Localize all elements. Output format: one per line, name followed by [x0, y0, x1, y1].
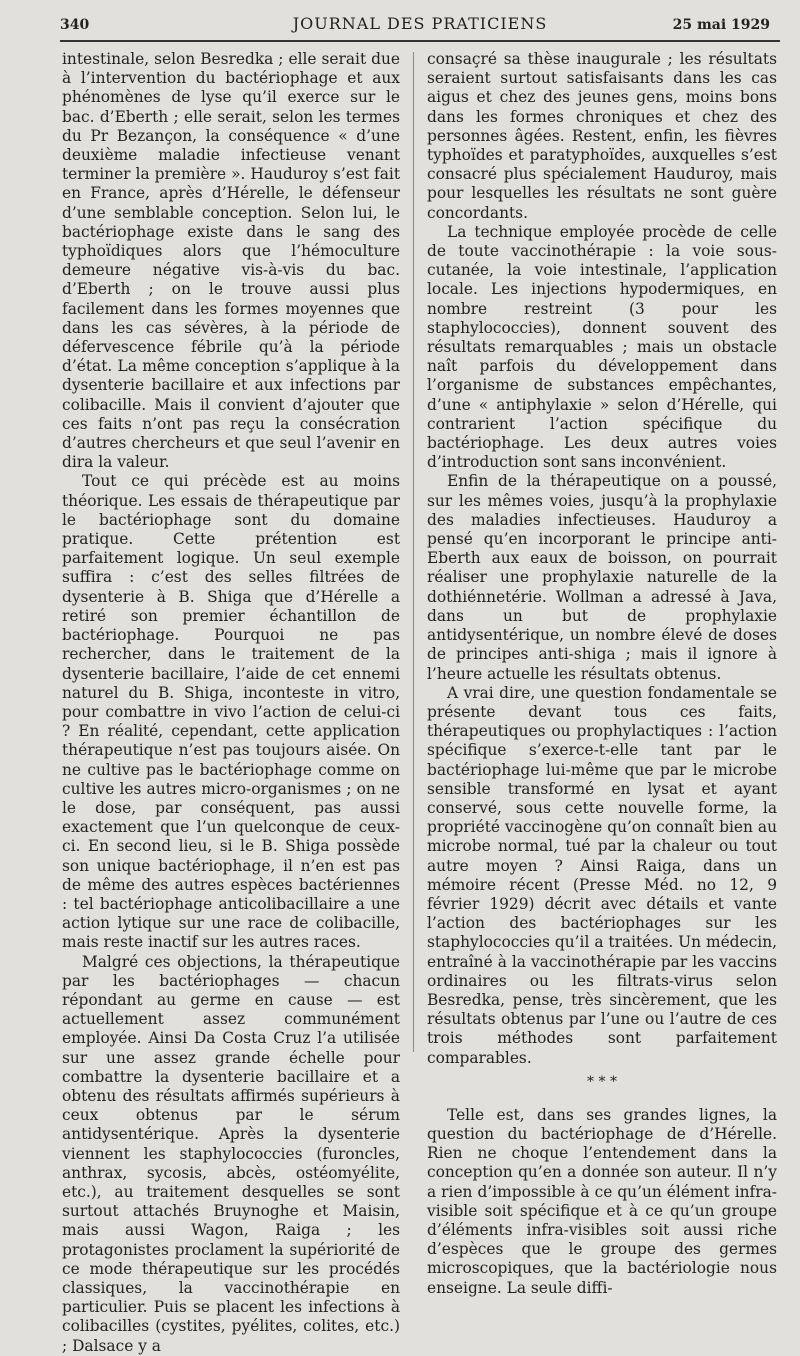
paragraph: intestinale, selon Besredka ; elle serait due à l’intervention du bactériophage et aux phénomènes de lyse qu’il exerce sur le bac. d’Eberth ; elle serait, selon les termes du Pr Bezançon, la conséquence « d’une deuxième maladie infectieuse venant terminer la première ». Hauduroy s’est fait en France, après d’Hérelle, le défenseur d’une semblable conception. Selon lui, le bactériophage existe dans le sang des typhoïdiques alors que l’hémoculture demeure négative vis-à-vis du bac. d’Eberth ; on le trouve aussi plus facilement dans les formes moyennes que dans les cas sévères, à la période de défervescence fébrile qu’à la période d’état. La même conception s’applique à la dysenterie bacillaire et aux infections par colibacille. Mais il convient d’ajouter que ces faits n’ont pas reçu la consécration d’autres chercheurs et que seul l’avenir en dira la valeur. [62, 50, 400, 472]
page-number: 340 [60, 17, 90, 33]
paragraph: consaçré sa thèse inaugurale ; les résultats seraient surtout satisfaisants dans les cas aigus et chez des jeunes gens, moins bons dans les formes chroniques et chez des personnes âgées. Restent, enfin, les fièvres typhoïdes et paratyphoïdes, auxquelles s’est consacré plus spécialement Hauduroy, mais pour lesquelles les résultats ne sont guère concordants. [427, 50, 777, 222]
issue-date: 25 mai 1929 [672, 17, 770, 33]
left-column [62, 50, 400, 1356]
paragraph: Malgré ces objections, la thérapeutique par les bactériophages — chacun répondant au germe en cause — est actuellement assez communément employée. Ainsi Da Costa Cruz l’a utilisée sur une assez grande échelle pour combattre la dysenterie bacillaire et a obtenu des résultats affirmés supérieurs à ceux obtenus par le sérum antidysentérique. Après la dysenterie viennent les staphylococcies (furoncles, anthrax, sycosis, abcès, ostéomyélite, etc.), au traitement desquelles se sont surtout attachés Bruynoghe et Maisin, mais aussi Wagon, Raiga ; les protagonistes proclament la supériorité de ce mode thérapeutique sur les procédés classiques, la vaccinothérapie en particulier. Puis se placent les infections à colibacilles (cystites, pyélites, colites, etc.) ; Dalsace y a [62, 952, 400, 1355]
running-header [60, 12, 780, 42]
column-divider [413, 52, 414, 1052]
paragraph: Tout ce qui précède est au moins théorique. Les essais de thérapeutique par le bactériophage sont du domaine pratique. Cette prétention est parfaitement logique. Un seul exemple suffira : c’est des selles filtrées de dysenterie à B. Shiga que d’Hérelle a retiré son premier échantillon de bactériophage. Pourquoi ne pas rechercher, dans le traitement de la dysenterie bacillaire, l’aide de cet ennemi naturel du B. Shiga, inconteste in vitro, pour combattre in vivo l’action de celui-ci ? En réalité, cependant, cette application thérapeutique n’est pas toujours aisée. On ne cultive pas le bactériophage comme on cultive les autres micro-organismes ; on ne le dose, par conséquent, pas aussi exactement que l’un quelconque de ceux-ci. En second lieu, si le B. Shiga possède son unique bactériophage, il n’en est pas de même des autres espèces bactériennes : tel bactériophage anticolibacillaire a une action lytique sur une race de colibacille, mais reste inactif sur les autres races. [62, 472, 400, 952]
paragraph: A vrai dire, une question fondamentale se présente devant tous ces faits, thérapeutiques ou prophylactiques : l’action spécifique s’exerce-t-elle tant par le bactériophage lui-même que par le microbe sensible transformé en lysat et ayant conservé, sous cette nouvelle forme, la propriété vaccinogène qu’on connaît bien au microbe normal, tué par la chaleur ou tout autre moyen ? Ainsi Raiga, dans un mémoire récent (Presse Méd. no 12, 9 février 1929) décrit avec détails et vante l’action des bactériophages sur les staphylococcies qu’il a traitées. Un médecin, entraîné à la vaccinothérapie par les vaccins ordinaires ou les filtrats-virus selon Besredka, pense, très sincèrement, que les résultats obtenus par l’une ou l’autre de ces trois méthodes sont parfaitement comparables. [427, 683, 777, 1067]
journal-title: JOURNAL DES PRATICIENS [292, 14, 548, 33]
paragraph: La technique employée procède de celle de toute vaccinothérapie : la voie sous-cutanée, la voie intestinale, l’application locale. Les injections hypodermiques, en nombre restreint (3 pour les staphylococcies), donnent souvent des résultats remarquables ; mais un obstacle naît parfois du développement dans l’organisme de substances empêchantes, d’une « antiphylaxie » selon d’Hérelle, qui contrarient l’action spécifique du bactériophage. Les deux autres voies d’introduction sont sans inconvénient. [427, 222, 777, 472]
right-column [427, 50, 777, 1298]
section-separator: * * * [587, 1073, 617, 1090]
paragraph: Telle est, dans ses grandes lignes, la question du bactériophage de d’Hérelle. Rien ne choque l’entendement dans la conception qu’en a donnée son auteur. Il n’y a rien d’impossible à ce qu’un élément infra-visible soit spécifique et à ce qu’un groupe d’éléments infra-visibles soit aussi riche d’espèces que le groupe des germes microscopiques, que la bactériologie nous enseigne. La seule diffi- [427, 1105, 777, 1297]
paragraph: Enfin de la thérapeutique on a poussé, sur les mêmes voies, jusqu’à la prophylaxie des maladies infectieuses. Hauduroy a pensé qu’en incorporant le principe anti-Eberth aux eaux de boisson, on pourrait réaliser une prophylaxie naturelle de la dothiénnetérie. Wollman a adressé à Java, dans un but de prophylaxie antidysentérique, un nombre élevé de doses de principes anti-shiga ; mais il ignore à l’heure actuelle les résultats obtenus. [427, 472, 777, 683]
